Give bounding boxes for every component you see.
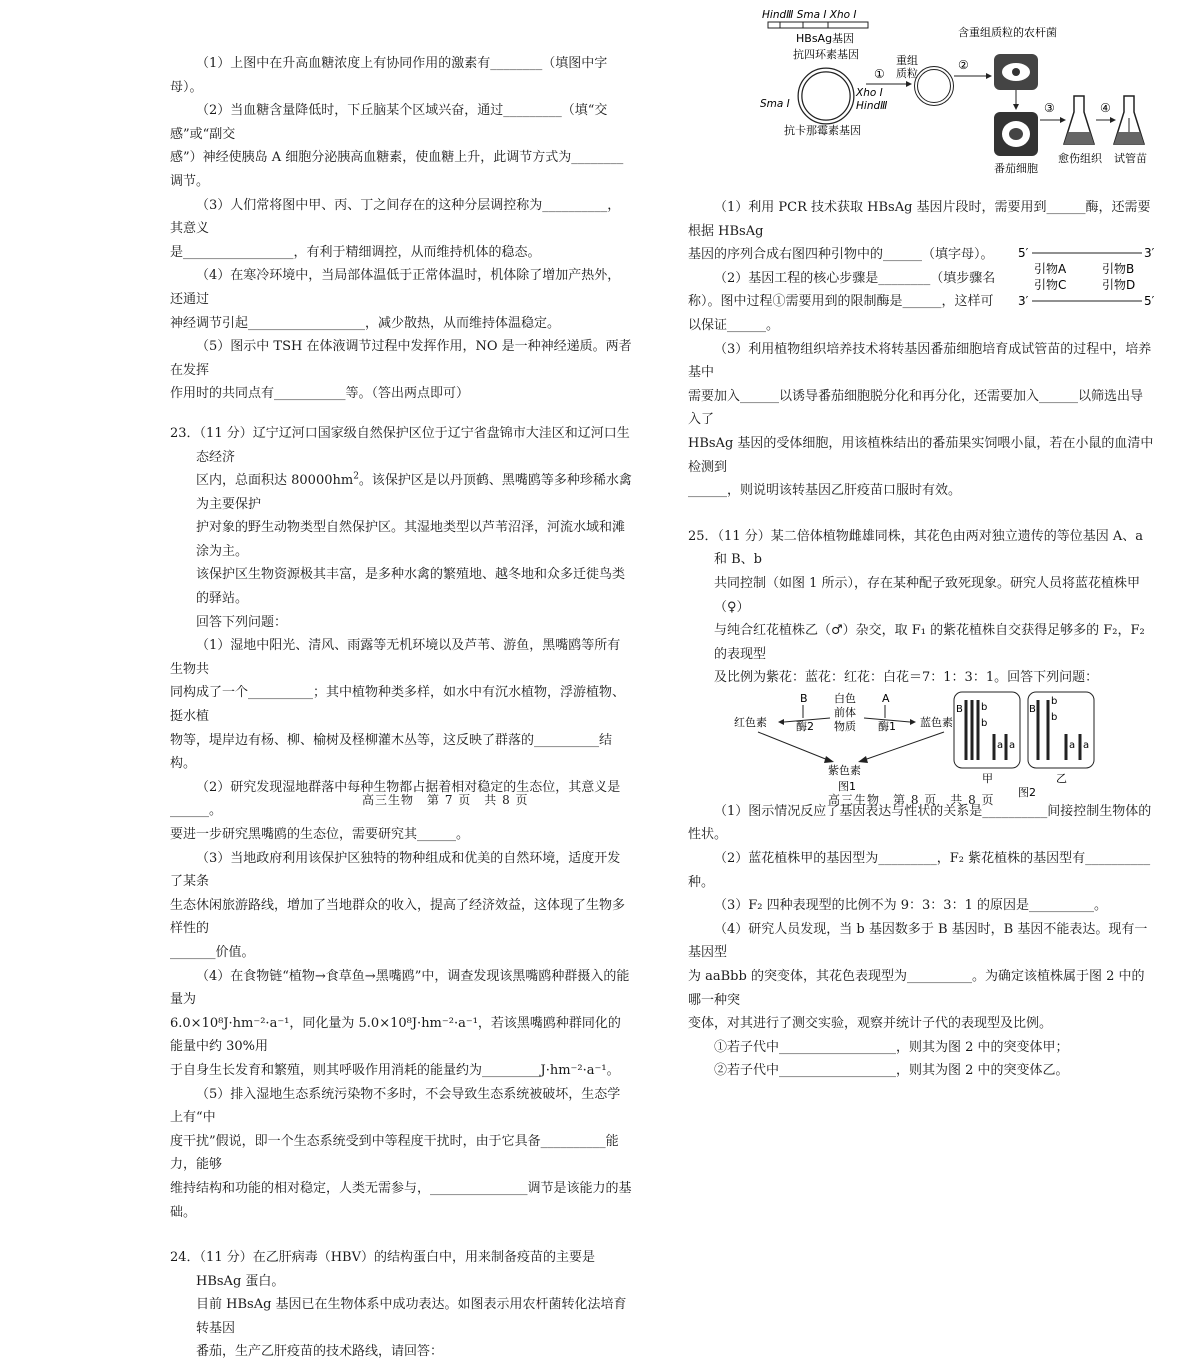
q22-2-cont: 感”）神经使胰岛 A 细胞分泌胰高血糖素，使血糖上升，此调节方式为________调节。 [170,150,624,189]
q22-5: （5）图示中 TSH 在体液调节过程中发挥作用，NO 是一种神经递质。两者在发挥 [170,339,632,378]
yi-b2-label: b [1051,711,1058,723]
q23-1-cont: 同构成了一个__________；其中植物种类多样，如水中有沉水植物，浮游植物、挺水植 [170,685,626,725]
q23-stem-5: 回答下列问题： [196,614,288,630]
q25-4: （4）研究人员发现，当 b 基因数多于 B 基因时，B 基因不能表达。现有一基因型 [688,921,1148,961]
enzyme-2-label: 酶2 [796,719,814,733]
strand2-3prime: 3′ [1018,294,1029,309]
blue-pigment-label: 蓝色素 [920,715,953,729]
q22-5-cont: 作用时的共同点有___________等。（答出两点即可） [170,386,470,402]
q24-stem-3: 番茄，生产乙肝疫苗的技术路线，请回答： [196,1344,444,1360]
recombinant-plasmid-label-1: 重组 [896,54,918,67]
step-2-marker: ② [958,58,969,72]
q24-2: （2）基因工程的核心步骤是________（填步骤名 [714,270,996,286]
q24-2-cont: 称）。图中过程①需要用到的限制酶是______，这样可 [688,294,994,310]
recombinant-plasmid-label-2: 质粒 [896,67,918,80]
q25-2: （2）蓝花植株甲的基因型为_________，F₂ 紫花植株的基因型有__________种。 [688,851,1151,890]
right-page [688,4,1154,1083]
seedling-label: 试管苗 [1114,152,1147,165]
q24-3: （3）利用植物组织培养技术将转基因番茄细胞培育成试管苗的过程中，培养基中 [688,341,1152,381]
tomato-cell-label: 番茄细胞 [994,162,1038,175]
q24-stem-2: 目前 HBsAg 基因已在生物体系中成功表达。如图表示用农杆菌转化法培育转基因 [196,1297,627,1336]
step-3-marker: ③ [1044,101,1055,115]
q23-3-cont2: _______价值。 [170,944,255,960]
q22-3: （3）人们常将图中甲、丙、丁之间存在的这种分层调控称为__________，其意义 [170,197,621,237]
q25-stem-4: 及比例为紫花：蓝花：红花：白花＝7：1：3：1。回答下列问题： [714,670,1099,686]
q25-4-b: ②若子代中__________________，则其为图 2 中的突变体乙。 [714,1063,1069,1079]
mutant-yi-label: 乙 [1056,771,1067,785]
step-1-marker: ① [874,67,885,81]
q23-4-cont: 6.0×10⁸J·hm⁻²·a⁻¹，同化量为 5.0×10⁸J·hm⁻²·a⁻¹，若该黑嘴鸥种群同化的能量中约 30%用 [170,1015,621,1055]
q23-5-cont2: 维持结构和功能的相对稳定，人类无需参与，_______________调节是该能力的基础。 [170,1180,632,1220]
q22-3-cont: 是_________________，有利于精细调控，从而维持机体的稳态。 [170,244,541,260]
q23-stem-2: 区内，总面积达 $80000hm^2$。该保护区是以丹顶鹤、黑嘴鸥等多种珍稀水禽为主要保护 [196,471,632,512]
yi-b-label: b [1051,695,1058,707]
callus-label: 愈伤组织 [1058,152,1102,165]
xho-site-label: Xho Ⅰ [856,87,883,99]
q25-stem-2: 共同控制（如图 1 所示），存在某种配子致死现象。研究人员将蓝花植株甲（♀） [714,575,1141,615]
jia-b-label: b [981,701,988,713]
q23-4-cont2: 于自身生长发育和繁殖，则其呼吸作用消耗的能量约为_________J·hm⁻²·a⁻¹。 [170,1062,620,1078]
q24-3-cont2: HBsAg 基因的受体细胞，用该植株结出的番茄果实饲喂小鼠，若在小鼠的血清中检测到 [688,435,1154,475]
strand2-5prime: 5′ [1144,294,1154,309]
q25-4-a: ①若子代中__________________，则其为图 2 中的突变体甲； [714,1039,1069,1055]
q22-2: （2）当血糖含量降低时，下丘脑某个区域兴奋，通过_________（填“交感”或“副交 [170,103,608,142]
q23-1: （1）湿地中阳光、清风、雨露等无机环境以及芦苇、游鱼，黑嘴鸥等所有生物共 [170,638,621,677]
q24-with-primers [688,243,1154,337]
jia-B-label: B [956,703,963,715]
figure-1-caption: 图1 [838,779,856,793]
q23-4: （4）在食物链“植物→食草鱼→黑嘴鸥”中，调查发现该黑嘴鸥种群摄入的能量为 [170,968,630,1008]
q25-stem-3: 与纯合红花植株乙（♂）杂交，取 F₁ 的紫花植株自交获得足够多的 F₂，F₂ 的表现型 [714,623,1145,662]
jia-a-label: a [997,739,1004,751]
substance-label: 物质 [834,719,856,733]
q25-4-cont: 为 aaBbb 的突变体，其花色表现型为__________。为确定该植株属于图 2 中的哪一种突 [688,969,1145,1008]
precursor-label: 前体 [834,705,856,719]
q24-stem: 24．（11 分）在乙肝病毒（HBV）的结构蛋白中，用来制备疫苗的主要是 HBsAg 蛋白。 [170,1250,595,1289]
q23-2-cont: 要进一步研究黑嘴鸥的生态位，需要研究其______。 [170,827,470,842]
primer-c: 引物C [1034,278,1067,293]
q22-4-cont: 神经调节引起__________________，减少散热，从而维持体温稳定。 [170,315,561,331]
q25-4-cont2: 变体，对其进行了测交实验，观察并统计子代的表现型及比例。 [688,1016,1053,1032]
restriction-sites-label: HindⅢ Sma Ⅰ Xho Ⅰ [762,9,857,21]
primer-b: 引物B [1102,262,1135,277]
enzyme-1-label: 酶1 [878,719,896,733]
q25-1: （1）图示情况反应了基因表达与性状的关系是__________间接控制生物体的性状。 [688,803,1152,843]
primer-diagram [1018,243,1154,309]
footer-page-7: 高三生物 第 7 页 共 8 页 [362,793,529,807]
q23-stem-3: 护对象的野生动物类型自然保护区。其湿地类型以芦苇沼泽，河流水域和滩涂为主。 [196,520,626,559]
q24-2-cont2: 以保证______。 [688,317,780,333]
q23-3: （3）当地政府利用该保护区独特的物种组成和优美的自然环境，适度开发了某条 [170,850,621,890]
step-4-marker: ④ [1100,101,1111,115]
figure-24 [688,4,1154,204]
agrobacterium-label: 含重组质粒的农杆菌 [958,26,1057,39]
q23-1-cont2: 物等，堤岸边有杨、柳、榆树及柽柳灌木丛等，这反映了群落的__________结构。 [170,732,613,772]
primer-d: 引物D [1102,278,1136,293]
tetracycline-resistance-label: 抗四环素基因 [793,48,859,61]
gene-B-label: B [800,691,808,705]
white-label: 白色 [834,691,856,705]
figure-2-caption: 图2 [1018,785,1036,799]
footer-page-8: 高三生物 第 8 页 共 8 页 [828,793,995,807]
yi-a2-label: a [1083,739,1090,751]
figure-25 [688,690,1154,800]
q24-3-cont: 需要加入______以诱导番茄细胞脱分化和再分化，还需要加入______以筛选出导入了 [688,388,1144,428]
q25-3: （3）F₂ 四种表现型的比例不为 9：3：3：1 的原因是__________。 [714,898,1107,914]
left-page [170,52,632,1364]
hind-site-label: HindⅢ [856,100,888,112]
primer-a: 引物A [1034,262,1067,277]
q23-stem-4: 该保护区生物资源极其丰富，是多种水禽的繁殖地、越冬地和众多迁徙鸟类的驿站。 [196,567,626,607]
q23-2: （2）研究发现湿地群落中每种生物都占据着相对稳定的生态位，其意义是______。 [170,779,621,819]
transgenic-pathway-diagram [688,4,1154,204]
q25-stem: 25．（11 分）某二倍体植物雌雄同株，其花色由两对独立遗传的等位基因 A、a 和 B、b [688,528,1143,568]
yi-a-label: a [1069,739,1076,751]
yi-B-label: B [1029,703,1036,715]
red-pigment-label: 红色素 [734,715,767,729]
gene-A-label: A [882,691,890,705]
mutant-jia-label: 甲 [982,771,993,785]
q22-1: （1）上图中在升高血糖浓度上有协同作用的激素有________（填图中字母）。 [170,56,608,95]
strand1-3prime: 3′ [1144,246,1154,261]
q24-1: （1）利用 PCR 技术获取 HBsAg 基因片段时，需要用到______酶，还需要根据 HBsAg [688,200,1151,239]
q23-3-cont: 生态休闲旅游路线，增加了当地群众的收入，提高了经济效益，这体现了生物多样性的 [170,897,626,937]
jia-b2-label: b [981,717,988,729]
purple-pigment-label: 紫色素 [828,763,861,777]
q24-1-cont: 基因的序列合成右图四种引物中的______（填字母）。 [688,247,994,263]
sma-site-label: Sma Ⅰ [760,98,790,110]
q23-5-cont: 度干扰”假说，即一个生态系统受到中等程度干扰时，由于它具备__________能力，能够 [170,1133,619,1173]
q22-4: （4）在寒冷环境中，当局部体温低于正常体温时，机体除了增加产热外，还通过 [170,268,621,307]
q23-5: （5）排入湿地生态系统污染物不多时，不会导致生态系统被破坏，生态学上有“中 [170,1086,621,1126]
q23-stem: 23．（11 分）辽宁辽河口国家级自然保护区位于辽宁省盘锦市大洼区和辽河口生态经济 [170,425,630,465]
hbsag-gene-label: HBsAg基因 [796,32,855,45]
q24-3-cont3: ______，则说明该转基因乙肝疫苗口服时有效。 [688,483,962,499]
kanamycin-resistance-label: 抗卡那霉素基因 [784,124,861,137]
jia-a2-label: a [1009,739,1016,751]
strand1-5prime: 5′ [1018,246,1029,261]
flower-color-pathway [688,690,1154,800]
